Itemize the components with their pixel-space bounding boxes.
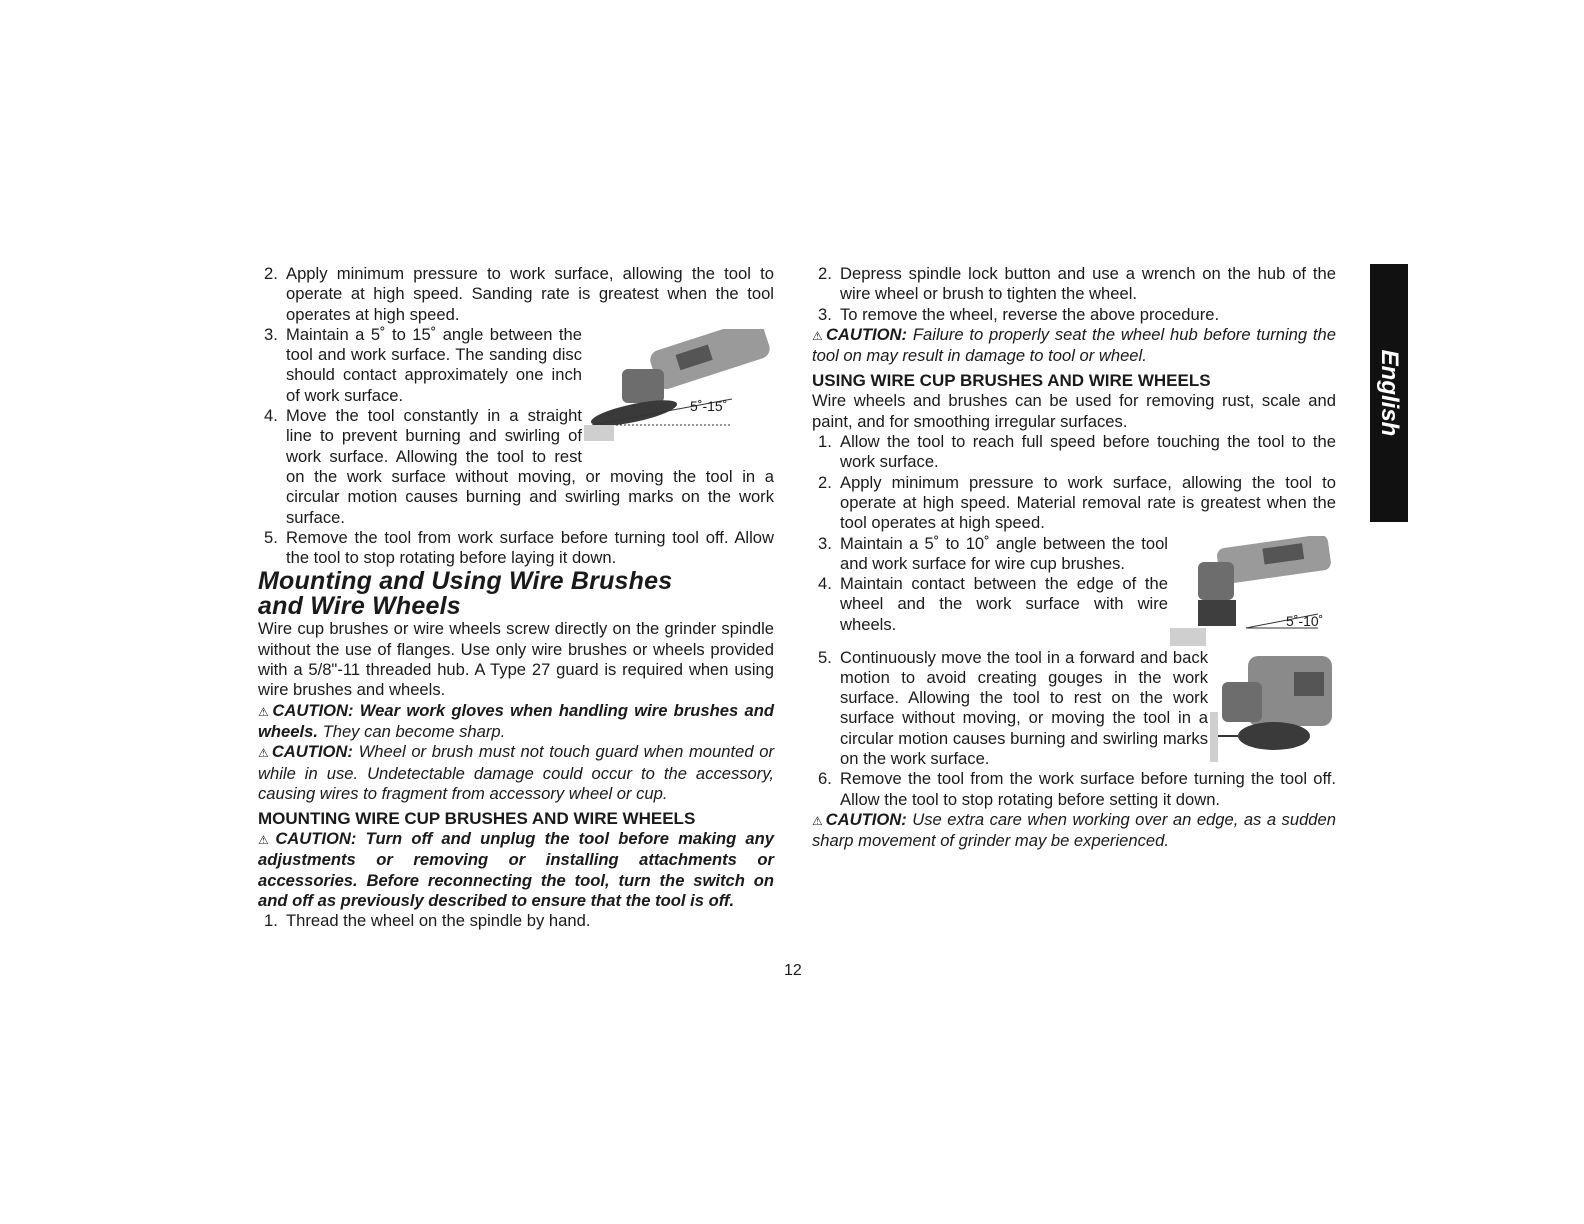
list-item	[812, 574, 1336, 635]
item-text: To remove the wheel, reverse the above procedure.	[840, 304, 1220, 324]
subheading-using: USING WIRE CUP BRUSHES AND WIRE WHEELS	[812, 371, 1211, 391]
item-number: 1.	[264, 911, 278, 931]
angle-label: 5˚-10˚	[1286, 612, 1324, 629]
item-text: Depress spindle lock button and use a wrench on the hub of the wire wheel or brush to tighten the wheel.	[840, 264, 1336, 304]
right-column	[812, 264, 1336, 852]
list-item	[812, 264, 1336, 305]
heading-line-1: Mounting and Using Wire Brushes	[258, 567, 673, 596]
item-text: Apply minimum pressure to work surface, allowing the tool to operate at high speed. Sanding rate is greatest when the tool operates at high speed.	[286, 264, 774, 324]
item-text: Apply minimum pressure to work surface, allowing the tool to operate at high speed. Material removal rate is greatest when the tool operates at high speed.	[840, 472, 1336, 533]
item-number: 6.	[818, 769, 832, 789]
item-text: Maintain contact between the edge of the wheel and the work surface with wire wheels.	[840, 574, 1168, 634]
caution-text: Failure to properly seat the wheel hub before turning the tool on may result in damage to tool or wheel.	[812, 324, 1336, 366]
page-number: 12	[784, 962, 802, 979]
item-number: 4.	[264, 406, 278, 426]
section-heading	[258, 569, 774, 619]
caution-gloves	[258, 701, 774, 743]
warning-icon: ⚠	[812, 813, 824, 828]
language-tab	[1370, 264, 1408, 522]
item-text: Allow the tool to reach full speed before touching the tool to the work surface.	[840, 432, 1336, 472]
list-item	[812, 305, 1336, 325]
intro-paragraph: Wire wheels and brushes can be used for removing rust, scale and paint, and for smoothing irregular surfaces.	[812, 391, 1336, 431]
list-item	[812, 648, 1336, 770]
list-item	[812, 473, 1336, 534]
item-number: 2.	[818, 264, 832, 283]
caution-wheel-hub	[812, 325, 1336, 367]
item-text: Thread the wheel on the spindle by hand.	[286, 911, 591, 931]
caution-label: CAUTION:	[271, 742, 353, 762]
item-number: 3.	[264, 324, 278, 344]
list-item	[258, 528, 774, 569]
heading-line-2: and Wire Wheels	[258, 592, 461, 621]
caution-text: Wheel or brush must not touch guard when mounted or while in use. Undetectable damage could occur to the accessory, causing wires to fragment from accessory wheel or cup.	[258, 742, 774, 803]
item-text: Maintain a 5˚ to 15˚ angle between the tool and work surface. The sanding disc should contact approximately one inch of work surface.	[286, 324, 582, 405]
warning-icon: ⚠	[258, 833, 274, 848]
item-text: Remove the tool from work surface before turning tool off. Allow the tool to stop rotating before laying it down.	[286, 527, 774, 568]
item-number: 2.	[818, 472, 832, 492]
list-item	[812, 769, 1336, 810]
caution-italic-text: They can become sharp.	[322, 721, 506, 741]
warning-icon: ⚠	[258, 746, 270, 761]
subheading-mounting: MOUNTING WIRE CUP BRUSHES AND WIRE WHEELS	[258, 809, 696, 829]
list-item	[258, 406, 774, 528]
caution-unplug	[258, 829, 774, 911]
list-item	[812, 534, 1336, 575]
item-text: Continuously move the tool in a forward and back motion to avoid creating gouges in the work surface. Allowing the tool to rest on the work surface without moving, or moving the tool in a circular motion causes burning and swirling marks on the work surface.	[840, 647, 1208, 769]
warning-icon: ⚠	[812, 328, 824, 343]
caution-guard	[258, 742, 774, 804]
item-number: 5.	[818, 647, 832, 667]
item-number: 1.	[818, 432, 832, 452]
list-item	[258, 325, 774, 406]
list-item	[258, 264, 774, 325]
item-number: 3.	[818, 304, 832, 324]
item-number: 3.	[818, 533, 832, 553]
caution-edge	[812, 810, 1336, 852]
caution-text: Use extra care when working over an edge, as a sudden sharp movement of grinder may be experienced.	[812, 809, 1336, 851]
warning-icon: ⚠	[258, 704, 271, 719]
caution-bold-text: CAUTION: Turn off and unplug the tool before making any adjustments or removing or installing attachments or accessories. Before reconnecting the tool, turn the switch on and off as previously described to ensure that the tool is off.	[258, 829, 774, 911]
item-number: 2.	[264, 264, 278, 283]
caution-bold-text: CAUTION: Wear work gloves when handling wire brushes and wheels.	[258, 700, 774, 741]
left-column	[258, 264, 774, 932]
item-text: Move the tool constantly in a straight line to prevent burning and swirling of work surface. Allowing the tool to rest on the work surface without moving, or moving the tool in a circular motion causes burning and swirling marks on the work surface.	[286, 406, 774, 527]
item-number: 4.	[818, 574, 832, 594]
item-text: Maintain a 5˚ to 10˚ angle between the tool and work surface for wire cup brushes.	[840, 533, 1168, 573]
language-tab-label: English	[1376, 349, 1403, 437]
list-item	[258, 911, 774, 931]
angle-label: 5˚-15˚	[690, 397, 728, 414]
item-number: 5.	[264, 527, 278, 547]
intro-paragraph: Wire cup brushes or wire wheels screw directly on the grinder spindle without the use of flanges. Use only wire brushes or wheels provided with a 5/8"-11 threaded hub. A Type 27 guard is required when using wire brushes and wheels.	[258, 619, 774, 700]
caution-label: CAUTION:	[825, 324, 908, 344]
item-text: Remove the tool from the work surface before turning the tool off. Allow the tool to stop rotating before setting it down.	[840, 769, 1336, 809]
caution-label: CAUTION:	[825, 809, 907, 829]
list-item	[812, 432, 1336, 473]
